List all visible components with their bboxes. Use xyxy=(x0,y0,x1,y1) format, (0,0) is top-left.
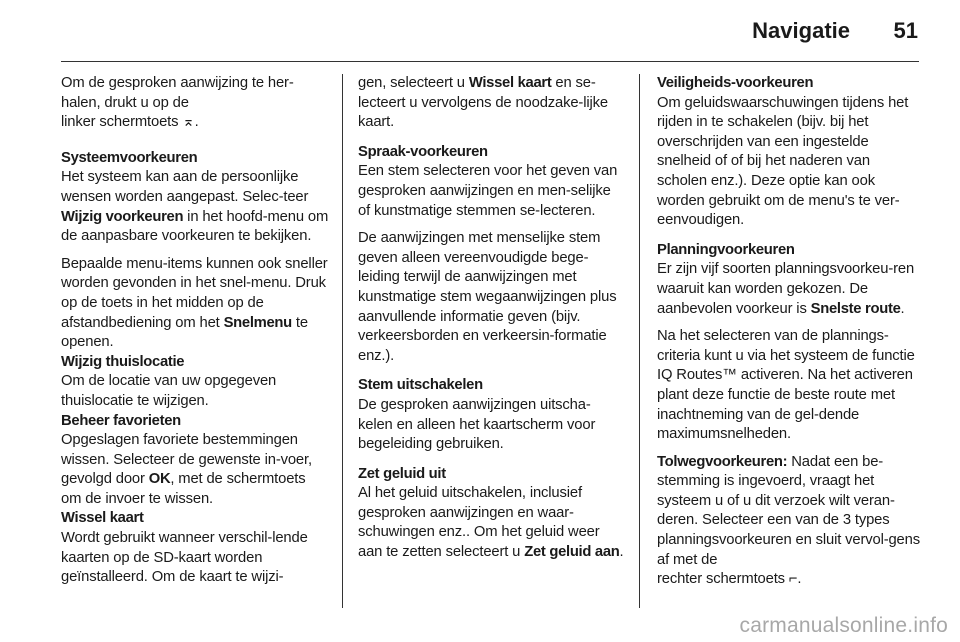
paragraph-wissel-kaart-cont: gen, selecteert u Wissel kaart en se-lecteert u vervolgens de noodzake-lijke kaart. xyxy=(358,75,608,131)
paragraph-zet-geluid-uit: Al het geluid uitschakelen, inclusief gesproken aanwijzingen en waar-schuwingen enz.. Om het geluid weer aan te zetten selecteert u Zet geluid aan. xyxy=(358,485,624,561)
header-divider xyxy=(61,61,919,62)
paragraph-wijzig-thuislocatie: Om de locatie van uw opgegeven thuislocatie te wijzigen. xyxy=(61,373,277,409)
page-number: 51 xyxy=(893,18,918,43)
column-divider-2 xyxy=(639,74,640,608)
paragraph-tolwegvoorkeuren: Tolwegvoorkeuren: Nadat een be-stemming is ingevoerd, vraagt het systeem u of u dit verzoek wilt veran-deren. Selecteer een van de 3 types planningsvoorkeuren en sluit vervol-gens af met de rechter schermtoets ⌐. xyxy=(657,453,920,588)
paragraph-planningvoorkeuren-1: Er zijn vijf soorten planningsvoorkeu-ren waaruit kan worden gekozen. De aanbevolen voorkeur is Snelste route. xyxy=(657,261,915,317)
column-3 xyxy=(657,74,921,590)
heading-stem-uitschakelen: Stem uitschakelen xyxy=(358,377,483,394)
heading-systeemvoorkeuren: Systeemvoorkeuren xyxy=(61,149,198,166)
column-2 xyxy=(358,74,624,563)
heading-beheer-favorieten: Beheer favorieten xyxy=(61,412,181,429)
paragraph-stem-uitschakelen: De gesproken aanwijzingen uitscha-kelen en alleen het kaartscherm voor begeleiding gebruiken. xyxy=(358,396,596,453)
watermark: carmanualsonline.info xyxy=(739,614,948,637)
paragraph-spraak-voorkeuren-2: De aanwijzingen met menselijke stem geven alleen vereenvoudigde bege-leiding terwijl de aanwijzingen met kunstmatige stem wegaanwijzingen plus aanvullende informatie geven (bijv. verkeersborden en verkeersin-formatie enz.). xyxy=(358,230,617,364)
heading-veiligheids-voorkeuren: Veiligheids-voorkeuren xyxy=(657,75,814,91)
paragraph-systeemvoorkeuren-2: Bepaalde menu-items kunnen ook sneller worden gevonden in het snel-menu. Druk op de toets in het midden op de afstandbediening om het Snelmenu te openen. xyxy=(61,255,328,351)
column-1 xyxy=(61,74,329,588)
heading-wissel-kaart: Wissel kaart xyxy=(61,510,144,527)
paragraph-veiligheids-voorkeuren: Om geluidswaarschuwingen tijdens het rijden in te schakelen (bijv. bij het overschrijden van een ingestelde snelheid of of bij het naderen van scholen enz.). Deze optie kan ook worden gebruikt om de menu's te ver-eenvoudigen. xyxy=(657,94,909,229)
paragraph-spraak-voorkeuren-1: Een stem selecteren voor het geven van gesproken aanwijzingen en men-selijke of kunstmatige stemmen se-lecteren. xyxy=(358,163,618,219)
intro-paragraph: Om de gesproken aanwijzing te her- halen, drukt u op de linker schermtoets ⌅. xyxy=(61,75,294,131)
paragraph-beheer-favorieten: Opgeslagen favoriete bestemmingen wissen. Selecteer de gewenste in-voer, gevolgd door OK, met de schermtoets om de invoer te wissen. xyxy=(61,432,312,507)
heading-zet-geluid-uit: Zet geluid uit xyxy=(358,465,446,482)
paragraph-wissel-kaart: Wordt gebruikt wanneer verschil-lende kaarten op de SD-kaart worden geïnstalleerd. Om de kaart te wijzi- xyxy=(61,530,308,586)
paragraph-planningvoorkeuren-2: Na het selecteren van de plannings-criteria kunt u via het systeem de functie IQ Routes™ activeren. Na het activeren plant deze functie de beste route met inachtneming van de gel-dende maximumsnelheden. xyxy=(657,328,915,443)
heading-spraak-voorkeuren: Spraak-voorkeuren xyxy=(358,143,488,160)
heading-planningvoorkeuren: Planningvoorkeuren xyxy=(657,241,795,258)
paragraph-systeemvoorkeuren-1: Het systeem kan aan de persoonlijke wensen worden aangepast. Selec-teer Wijzig voorkeuren in het hoofd-menu om de aanpasbare voorkeuren te bekijken. xyxy=(61,169,329,245)
page-title: Navigatie xyxy=(752,18,850,43)
heading-wijzig-thuislocatie: Wijzig thuislocatie xyxy=(61,353,185,370)
column-divider-1 xyxy=(342,74,343,608)
